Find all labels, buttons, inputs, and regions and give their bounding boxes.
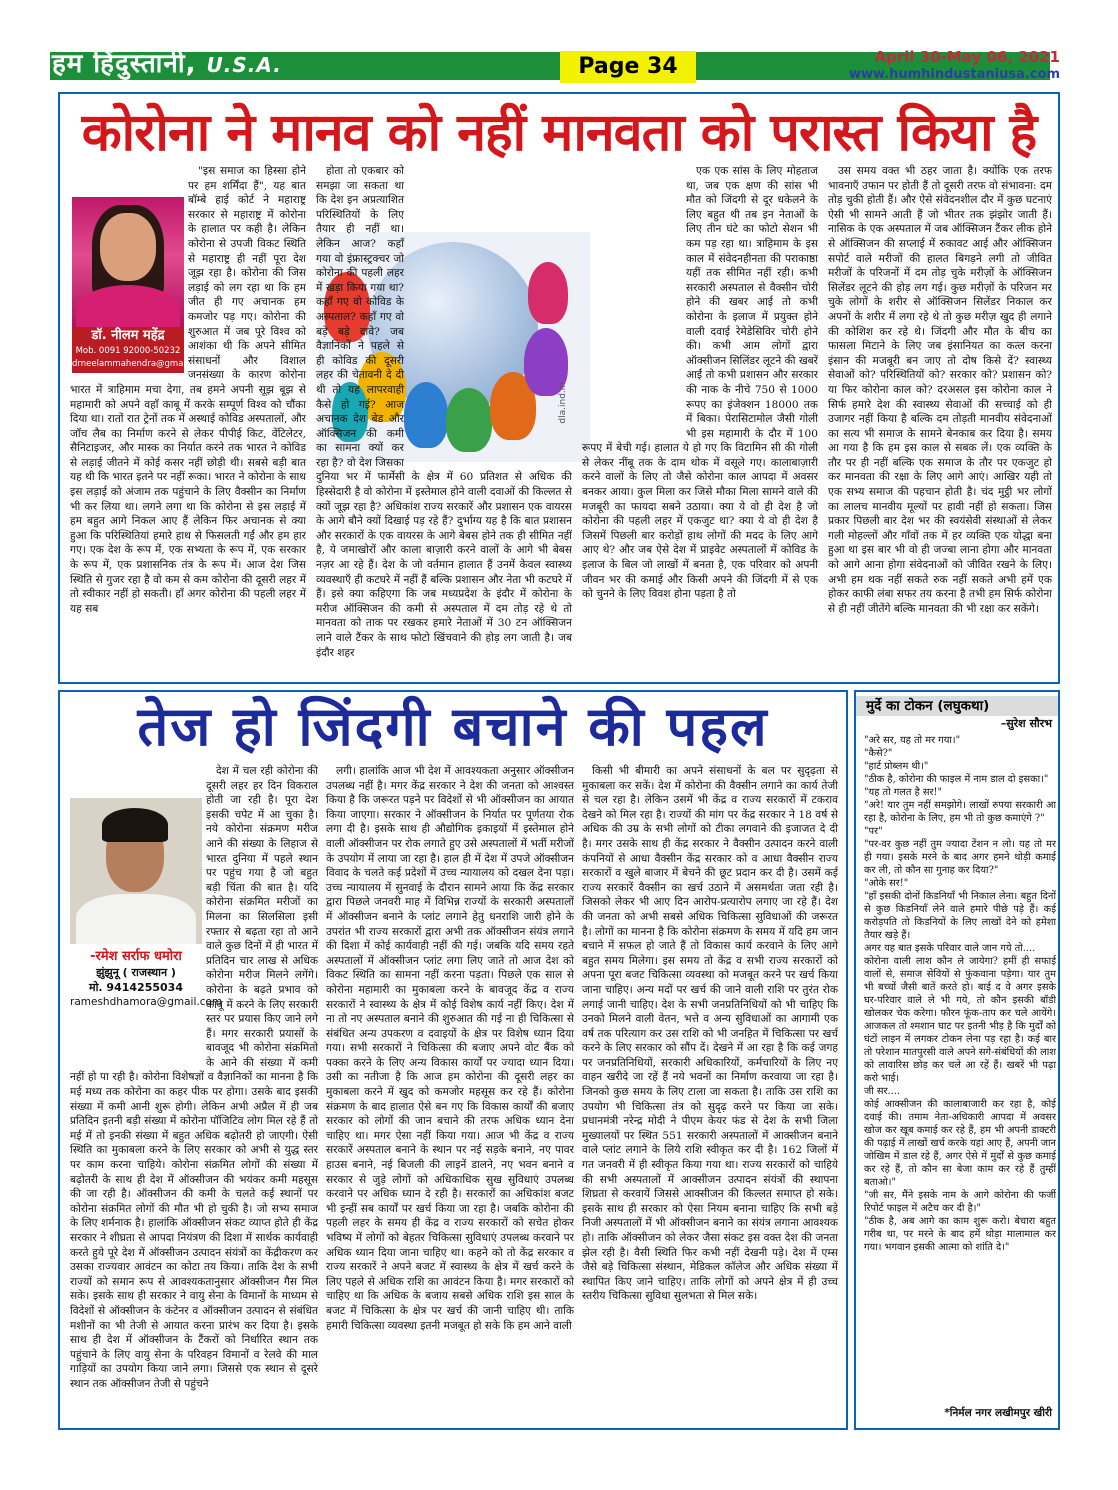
article-column-2 [316,164,572,676]
story-paragraph: "अरे! यार तुम नहीं समझोगे। लाखों रुपया सरकारी आ रहा है, कोरोना के लिए, हम भी तो कुछ कमाएंगे ?" [864,800,1056,824]
column-text: उस समय वक्त भी ठहर जाता है। क्योंकि एक तरफ भावनाएँ उफान पर होती हैं तो दूसरी तरफ वो संभावना: दम तोड़ चुकी होती हैं। और ऐसे संवेदनशील दौर में कुछ घटनाएं ऐसी भी सामने आती हैं जो भीतर तक झंझोर जाती हैं। नासिक के एक अस्पताल में जब ऑक्सिजन टैंकर लीक होने से ऑक्सिजन की सप्लाई में रुकावट आई और ऑक्सिजन सपोर्ट वाले मरीजों की हालत बिगड़ने लगी तो जीवित मरीजों के परिजनों में दम तोड़ चुके मरीज़ों के ऑक्सिजन सिलेंडर लूटने की होड़ लग गई। कुछ मरीज़ों के परिजन मर चुके लोगों के शरीर से ऑक्सिजन सिलेंडर निकाल कर अपनों के शरीर में लगा रहे थे तो कुछ मरीज़ खुद ही लगाने की कोशिश कर रहे थे। जिंदगी और मौत के बीच का फासला मिटाने के लिए जब इंसानियत का कत्ल करना इंसान की मजबूरी बन जाए तो दोष किसे दें? स्वास्थ्य सेवाओं को? परिस्थितियों को? सरकार को? प्रशासन को? या फिर कोरोना काल को? दरअसल इस कोरोना काल ने सिर्फ हमारे देश की स्वास्थ्य सेवाओं की सच्चाई को ही उजागर नहीं किया है बल्कि दम तोड़ती मानवीय संवेदनाओं का सत्य भी समाज के सामने बेनकाब कर दिया है। समय आ गया है कि हम इस काल से सबक लें। एक व्यक्ति के तौर पर ही नहीं बल्कि एक समाज के तौर पर एकजुट हो कर मानवता की रक्षा के लिए आगे आएं। आखिर यही तो एक सभ्य समाज की पहचान होती है। चंद मुट्ठी भर लोगों का लालच मानवीय मूल्यों पर हावी नहीं हो सकता। जिस प्रकार पिछली बार देश भर की स्वयंसेवी संस्थाओं से लेकर गली मोहल्लों और गाँवों तक में हर व्यक्ति एक योद्धा बना हुआ था इस बार भी वो ही जज्बा लाना होगा और मानवता को आगे आना होगा संवेदनाओं को जीवित रखने के लिए। अभी हम थक नहीं सकते रुक नहीं सकते अभी हमें एक होकर काफी लंबा सफर तय करना है तभी हम सिर्फ कोरोना से ही नहीं जीतेंगे बल्कि मानवता की भी रक्षा कर सकेंगे। [828,165,1052,615]
page-number-badge: Page 34 [560,51,696,83]
page-header [0,0,1118,88]
article-save-lives [58,690,848,1430]
paper-name: हम हिंदुस्तानी, [52,49,197,79]
story-paragraph: कोई आक्सीजन की कालाबाजारी कर रहा है, कोई दवाई की। तमाम नेता-अधिकारी आपदा में अवसर खोज कर खूब कमाई कर रहे हैं, हम भी अपनी डाक्टरी की पढ़ाई में लाखों खर्च करके यहां आए हैं, अपनी जान जोखिम में डाल रहे हैं, अगर ऐसे में मुर्दों से कुछ कमाई कर रहे हैं, तो कौन सा बेजा काम कर रहे हैं तुम्हीं बताओ।" [864,1099,1056,1188]
article-column-1 [70,764,318,1420]
story-paragraph: "हार्ट प्रोब्लम थी।" [864,761,929,772]
short-story-box [854,690,1060,1430]
article-headline: कोरोना ने मानव को नहीं मानवता को परास्त किया है [81,103,1037,163]
story-paragraph: जी सर.... [864,1086,901,1097]
story-paragraph: "हाँ इसकी दोनों किडनियाँ भी निकाल लेना। बहुत दिनों से कुछ किडनियाँ लेने वाले हमारे पीछे पड़े हैं। कई करोड़पति तो किडनियों के लिए लाखों देने को हमेशा तैयार खड़े हैं। [864,891,1056,941]
column-text: किसी भी बीमारी का अपने संसाधनों के बल पर सुदृढ़ता से मुकाबला कर सकें। देश में कोरोना की वैक्सीन लगाने का कार्य तेजी से चल रहा है। लेकिन उसमें भी केंद्र व राज्य सरकारों में टकराव देखने को मिल रहा है। राज्यों की मांग पर केंद्र सरकार ने 18 वर्ष से अधिक की उम्र के सभी लोगों को टीका लगवाने की इजाजत दे दी है। मगर उसके साथ ही केंद्र सरकार ने वैक्सीन उत्पादन करने वाली कंपनियों से आधा वैक्सीन केंद्र सरकार को व आधा वैक्सीन राज्य सरकारों व खुले बाजार में बेचने की छूट प्रदान कर दी है। उसमें कई राज्य सरकारें वैक्सीन का खर्च उठाने में असमर्थता जता रही है। जिसको लेकर भी आए दिन आरोप-प्रत्यारोप लगाए जा रहे हैं। देश की जनता को अभी सबसे अधिक चिकित्सा सुविधाओं की जरूरत है। लोगों का मानना है कि कोरोना संक्रमण के समय में यदि हम जान बचाने में सफल हो जाते हैं तो विकास कार्य करवाने के लिए आगे बहुत समय मिलेगा। इस समय तो केंद्र व सभी राज्य सरकारों को अपना पूरा बजट चिकित्सा व्यवस्था को मजबूत करने पर खर्च किया जाना चाहिए। अन्य मदों पर खर्च की जाने वाली राशि पर तुरंत रोक लगाई जानी चाहिए। देश के सभी जनप्रतिनिधियों को भी चाहिए कि उनको मिलने वाली वेतन, भत्ते व अन्य सुविधाओं का आगामी एक वर्ष तक परित्याग कर उस राशि को भी जनहित में चिकित्सा पर खर्च करने के लिए सरकार को सौंप दें। देखने में आ रहा है कि कई जगह पर जनप्रतिनिधियों, सरकारी अधिकारियों, कर्मचारियों के लिए नए वाहन खरीदे जा रहें हैं नये भवनों का निर्माण करवाया जा रहा है। जिनको कुछ समय के लिए टाला जा सकता है। ताकि उस राशि का उपयोग भी चिकित्सा तंत्र को सुदृढ़ करने पर किया जा सके। प्रधानमंत्री नरेन्द्र मोदी ने पीएम केयर फंड से देश के सभी जिला मुख्यालयों पर स्थित 551 सरकारी अस्पतालों में आक्सीजन बनाने वाले प्लांट लगाने के लिये राशि स्वीकृत कर दी है। 162 जिलों में गत जनवरी में ही स्वीकृत किया गया था। राज्य सरकारों को चाहिये की सभी अस्पतालों में आक्सीजन उत्पादन संयंत्रों की स्थापना शिघ्रता से करवायें जिससे आक्सीजन की किल्लत समाप्त हो सके। इसके साथ ही सरकार को ऐसा नियम बनाना चाहिए कि सभी बड़े निजी अस्पतालों में भी ऑक्सीजन बनाने का संयंत्र लगाना आवश्यक हो। ताकि ऑक्सीजन को लेकर जैसा संकट इस वक्त देश की जनता झेल रही है। वैसी स्थिति फिर कभी नहीं देखनी पड़े। देश में एम्स जैसे बड़े चिकित्सा संस्थान, मेडिकल कॉलेज और अधिक संख्या में स्थापित किए जाने चाहिए। ताकि लोगों को अपने क्षेत्र में ही उच्च स्तरीय चिकित्सा सुविधा सुलभता से मिल सके। [582,765,838,1303]
story-paragraph: "कैसे?" [864,748,893,759]
article-column-3 [582,764,838,1420]
story-paragraph: "ठीक है, कोरोना की फाइल में नाम डाल दो इसका।" [864,774,1049,785]
article-column-4 [828,164,1052,676]
author-email: rameshdhamora@gmail.com [70,996,223,1008]
masthead [52,47,282,82]
article-headline: तेज हो जिंदगी बचाने की पहल [137,695,769,758]
article-column-1 [70,164,306,676]
story-author: –सुरेश सौरभ [1000,717,1052,730]
story-paragraph: अगर यह बात इसके परिवार वाले जान गये तो.... [864,943,1036,954]
story-paragraph: "यह तो गलत है सर!" [864,787,942,798]
website-link[interactable]: www.humhindustaniusa.com [848,67,1060,82]
story-paragraph: कोरोना वाली लाश कौन ले जायेगा? हमीं ही सफाई वालों से, समाज सेवियों से फुंकवाना पड़ेगा। यार तुम भी बच्चों जैसी बातें करते हो। बाई द वे अगर इसके घर-परिवार वाले ले भी गये, तो कौन इसकी बॉडी खोलकर चेक करेगा। फौरन फूंक-ताप कर चले आयेंगे। आजकल तो श्मशान घाट पर इतनी भीड़ है कि मुर्दों को घंटों लाइन में लगकर टोकन लेना पड़ रहा है। कई बार तो परेशान मातपुरसी वाले अपने सगे-संबंधियों की लाश को लावारिस छोड़ कर चले आ रहें हैं। खबरें भी पढ़ा करो भाई। [864,956,1056,1084]
column-text: होता तो एकबार को समझा जा सकता था कि देश इन अप्रत्याशित परिस्थितियों के लिए तैयार ही नहीं था। लेकिन आज? कहाँ गया वो इंफ्रास्ट्रक्चर जो कोरोना की पहली लहर में खड़ा किया गया था? कहाँ गए वो कोविड के अस्पताल? कहाँ गए वो बड़े बड़े दावे? जब वैज्ञानिकों ने पहले से ही कोविड की दूसरी लहर की चेतावनी दे दी थी तो यह लापरवाही कैसे हो गई? आज अचानक देश बेड और ऑक्सिजन की कमी का सामना क्यों कर रहा है? वो देश जिसका दुनिया भर में फार्मेसी के क्षेत्र में 60 प्रतिशत से अधिक की हिस्सेदारी है वो कोरोना में इस्तेमाल होने वाली दवाओं की किल्लत से क्यों जूझ रहा है? अधिकांश राज्य सरकारें और प्रशासन एक वायरस के आगे बौने क्यों दिखाई पड़ रहे हैं? दुर्भाग्य यह है कि बात प्रशासन और सरकारों के एक वायरस के आगे बेबस होने तक ही सीमित नहीं है, ये जमाखोरों और काला बाज़ारी करने वालों के आगे भी बेबस नज़र आ रहे हैं। देश के जो वर्तमान हालात हैं उनमें केवल स्वास्थ्य व्यवस्थाएँ ही कटघरे में नहीं हैं बल्कि प्रशासन और नेता भी कटघरे में हैं। इसे क्या कहिएगा कि जब मध्यप्रदेश के इंदौर में कोरोना के मरीज ऑक्सिजन की कमी से अस्पताल में दम तोड़ रहे थे तो मानवता को ताक पर रखकर हमारे नेताओं में 30 टन ऑक्सिजन लाने वाले टैंकर के साथ फोटो खिंचवाने की होड़ लग जाती है। जब इंदौर शहर [316,165,572,659]
author-location: झुंझुनू ( राजस्थान ) [96,966,176,979]
story-paragraph: "पर-वर कुछ नहीं तुम ज्यादा टेंशन न लो। यह तो मर ही गया। इसके मरने के बाद अगर हमने थोड़ी कमाई कर ली, तो कौन सा गुनाह कर दिया?" [864,839,1056,876]
story-text [864,734,1056,1254]
story-paragraph: "ओके सर!" [864,878,909,889]
story-paragraph: "ठीक है, अब आगे का काम शुरू करो। बेचारा बहुत गरीब था, पर मरने के बाद हमें थोड़ा मालामाल कर गया। भगवान इसकी आत्मा को शांति दे।" [864,1216,1056,1253]
story-paragraph: "जी सर, मैंने इसके नाम के आगे कोरोना की फर्जी रिपोर्ट फाइल में अटैच कर दी है।" [864,1190,1056,1214]
story-paragraph: "अरे सर, यह तो मर गया।" [864,735,961,746]
image-credit: dla.ind.in [558,382,568,424]
issue-date: April 30-May 06, 2021 [874,48,1060,66]
article-corona-humanity [58,92,1060,684]
article-column-3 [582,164,818,676]
story-footer: *निर्मल नगर लखीमपुर खीरी [944,1407,1052,1419]
story-title: मुर्दे का टोकन (लघुकथा) [856,696,1058,716]
issue-info [849,49,1060,83]
column-text: देश में चल रही कोरोना की दूसरी लहर हर दिन विकराल होती जा रही है। पूरा देश इसकी चपेट में आ चुका है। नये कोरोना संक्रमण मरीज आने की संख्या के लिहाज से भारत दुनिया में पहले स्थान पर पहुंच गया है जो बहुत बड़ी चिंता की बात है। यदि कोरोना संक्रमित मरीजों का मिलना का सिलसिला इसी रफ्तार से बढ़ता रहा तो आने वाले कुछ दिनों में ही भारत में प्रतिदिन चार लाख से अधिक कोरोना मरीज मिलने लगेंगे। कोरोना के बढ़ते प्रभाव को काबू में करने के लिए सरकारी स्तर पर प्रयास किए जाने लगे हैं। मगर सरकारी प्रयासों के बावजूद भी कोरोना संक्रमितो के आने की संख्या में कमी नहीं हो पा रही है। कोरोना विशेषज्ञों व वैज्ञानिकों का मानना है कि मई मध्य तक कोरोना का कहर पीक पर होगा। उसके बाद इसकी संख्या में कमी आनी शुरू होगी। लेकिन अभी अप्रैल में ही जब प्रतिदिन इतनी बड़ी संख्या में कोरोना पॉजिटिव लोग मिल रहे हैं तो मई में तो इनकी संख्या में बहुत अधिक बढ़ोतरी हो जाएगी। ऐसी स्थिति का मुकाबला करने के लिए सरकार को अभी से युद्ध स्तर पर काम करना चाहिये। कोरोना संक्रमित लोगों की संख्या में बढ़ोतरी के साथ ही देश में ऑक्सीजन की भयंकर कमी महसूस की जा रही है। ऑक्सीजन की कमी के चलते कई स्थानों पर कोरोना संक्रमित लोगों की मौत भी हो चुकी है। जो सभ्य समाज के लिए शर्मनाक है। हालांकि ऑक्सीजन संकट व्याप्त होते ही केंद्र सरकार ने शीघ्रता से आपदा नियंत्रण की दिशा में सार्थक कार्यवाही करते हुये पूरे देश में ऑक्सीजन उत्पादन संयंत्रों का केंद्रीकरण कर उसका राज्यवार आवंटन का कोटा तय किया। ताकि देश के सभी राज्यों को समान रूप से आवश्यकतानुसार ऑक्सीजन गैस मिल सके। इसके साथ ही सरकार ने वायु सेना के विमानों के माध्यम से विदेशों से ऑक्सीजन के कंटेनर व ऑक्सीजन उत्पादन से संबंधित मशीनों का भी तेजी से आयात करना प्रारंभ कर दिया है। इसके साथ ही देश में ऑक्सीजन के टैंकरों को निर्धारित स्थान तक पहुंचाने के लिए वायु सेना के परिवहन विमानों व रेलवे की माल गाड़ियों का उपयोग किया जाने लगा। जिससे एक स्थान से दूसरे स्थान तक ऑक्सीजन तेजी से पहुंचने [70,765,318,1390]
story-paragraph: "पर" [864,826,883,837]
author-mobile: Mob. 0091 92000-50232 [75,346,181,356]
author-email: drneelammahendra@gmail.com [72,359,209,369]
column-text: लगी। हालांकि आज भी देश में आवश्यकता अनुसार ऑक्सीजन उपलब्ध नहीं है। मगर केंद्र सरकार ने देश की जनता को आश्वस्त किया है कि जरूरत पड़ने पर विदेशों से भी ऑक्सीजन का आयात किया जाएगा। सरकार ने ऑक्सीजन के निर्यात पर पूर्णतया रोक लगा दी है। इसके साथ ही औद्योगिक इकाइयों में इस्तेमाल होने वाली ऑक्सीजन पर रोक लगाते हुए उसे अस्पतालों में भर्ती मरीजों के उपयोग में लाया जा रहा है। हाल ही में देश में उपजे ऑक्सीजन विवाद के चलते कई प्रदेशों में उच्च न्यायालय को दखल देना पड़ा। उच्च न्यायालय में सुनवाई के दौरान सामने आया कि केंद्र सरकार द्वारा पिछले जनवरी माह में विभिन्न राज्यों के सरकारी अस्पतालों में ऑक्सीजन बनाने के प्लांट लगाने हेतु धनराशि जारी होने के उपरांत भी राज्य सरकारों द्वारा अभी तक ऑक्सीजन संयंत्र लगाने की दिशा में कोई कार्यवाही नहीं की गई। जबकि यदि समय रहते अस्पतालों में ऑक्सीजन प्लांट लगा लिए जाते तो आज देश को विकट स्थिति का सामना नहीं करना पड़ता। पिछले एक साल से कोरोना महामारी का मुकाबला करने के बावजूद केंद्र व राज्य सरकारों ने स्वास्थ्य के क्षेत्र में कोई विशेष कार्य नहीं किए। देश में ना तो नए अस्पताल बनाने की शुरुआत की गई ना ही चिकित्सा से संबंधित अन्य उपकरण व दवाइयों के क्षेत्र पर विशेष ध्यान दिया गया। सभी सरकारों ने चिकित्सा की बजाए अपने वोट बैंक को पक्का करने के लिए अन्य विकास कार्यों पर ज्यादा ध्यान दिया। उसी का नतीजा है कि आज हम कोरोना की दूसरी लहर का मुकाबला करने में खुद को कमजोर महसूस कर रहे हैं। कोरोना संक्रमण के बाद हालात ऐसे बन गए कि विकास कार्यों की बजाए सरकार को लोगों की जान बचाने की तरफ अधिक ध्यान देना चाहिए था। मगर ऐसा नहीं किया गया। आज भी केंद्र व राज्य सरकारें अस्पताल बनाने के स्थान पर नई सड़के बनाने, नए पावर हाउस बनाने, नई बिजली की लाइनें डालने, नए भवन बनाने व सरकार से जुड़े लोगों को अधिकाधिक सुख सुविधाएं उपलब्ध करवाने पर अधिक ध्यान दे रही है। सरकारों का अधिकांश बजट भी इन्हीं सब कार्यों पर खर्च किया जा रहा है। जबकि कोरोना की पहली लहर के समय ही केंद्र व राज्य सरकारों को सचेत होकर भविष्य में लोगों को बेहतर चिकित्सा सुविधाएं उपलब्ध करवाने पर अधिक ध्यान दिया जाना चाहिए था। कहने को तो केंद्र सरकार व राज्य सरकारें ने अपने बजट में स्वास्थ्य के क्षेत्र में खर्च करने के लिए पहले से अधिक राशि का आवंटन किया है। मगर सरकारों को चाहिए था कि अधिक के बजाय सबसे अधिक राशि इस साल के बजट में चिकित्सा के क्षेत्र पर खर्च की जानी चाहिए थी। ताकि हमारी चिकित्सा व्यवस्था इतनी मजबूत हो सके कि हम आने वाली [326,765,574,1332]
author-mobile: मो. 9414255034 [89,981,183,994]
column-text: एक एक सांस के लिए मोहताज था, जब एक क्षण की सांस भी मौत को जिंदगी से दूर धकेलने के लिए बहुत थी तब इन नेताओं के लिए तीन घंटे का फोटो सेशन भी कम पड़ रहा था। त्राहिमाम के इस काल में संवेदनहीनता की पराकाष्ठा यहीं तक सीमित नहीं रही। कभी सरकारी अस्पताल से वैक्सीन चोरी होने की खबर आई तो कभी कोरोना के इलाज में प्रयुक्त होने वाली दवाई रेमेडेसिविर चोरी होने की। कभी आम लोगों द्वारा ऑक्सीजन सिलिंडर लूटने की खबरें आईं तो कभी प्रशासन और सरकार की नाक के नीचे 750 से 1000 रूपए का इंजेक्शन 18000 तक में बिका। पेरासिटामोल जैसी गोली भी इस महामारी के दौर में 100 रूपए में बेची गई। हालात ये हो गए कि विटामिन सी की गोली से लेकर नींबू तक के दाम थोक में वसूले गए। कालाबाज़ारी करने वालों के लिए तो जैसे कोरोना काल आपदा में अवसर बनकर आया। कुल मिला कर जिसे मौका मिला सामने वाले की मजबूरी का फायदा सबने उठाया। क्या ये वो ही देश है जो कोरोना की पहली लहर में एकजुट था? क्या ये वो ही देश है जिसमें पिछली बार करोड़ों हाथ लोगों की मदद के लिए आगे आए थे? और जब ऐसे देश में प्राइवेट अस्पतालों में कोविड के इलाज के बिल जो लाखों में बनता है, एक परिवार को अपनी जीवन भर की कमाई और किसी अपने की जिंदगी में से एक को चुनने के लिए विवश होना पड़ता है तो [582,165,818,601]
paper-suffix: U.S.A. [206,53,282,77]
article-column-2 [326,764,574,1420]
column-text: "इस समाज का हिस्सा होने पर हम शर्मिंदा हैं", यह बात बॉम्बे हाई कोर्ट ने महाराष्ट्र सरकार से महाराष्ट्र में कोरोना के हालात पर कही है। लेकिन कोरोना से उपजी विकट स्थिति से महाराष्ट्र ही नहीं पूरा देश जूझ रहा है। कोरोना की जिस लड़ाई को लग रहा था कि हम जीत ही गए अचानक हम कमजोर पड़ गए। कोरोना की शुरुआत में जब पूरे विश्व को आशंका थी कि अपने सीमित संसाधनों और विशाल जनसंख्या के कारण कोरोना भारत में त्राहिमाम मचा देगा, तब हमने अपनी सूझ बूझ से महामारी को अपने वहाँ काबू में करके सम्पूर्ण विश्व को चौंका दिया था। रातों रात ट्रेनों तक में अस्थाई कोविड अस्पतालों, और जाँच लैब का निर्माण करने से लेकर पीपीई किट, वेंटिलेटर, सैनिटाइजर, और मास्क का निर्यात करने तक भारत ने कोविड से लड़ाई जीतने में कोई कसर नहीं छोड़ी थी। सबसे बड़ी बात यह थी कि भारत इतने पर नहीं रूका। भारत ने कोरोना के साथ इस लड़ाई को अंजाम तक पहुंचाने के लिए वैक्सीन का निर्माण भी कर लिया था। लगने लगा था कि कोरोना से इस लड़ाई में हम बहुत आगे निकल आए हैं लेकिन फिर अचानक से क्या हुआ कि परिस्थितियां हमारे हाथ से फिसलती गईं और हम हार गए। एक देश के रूप में, एक सभ्यता के रूप में, एक सरकार के रूप में, एक प्रशासनिक तंत्र के रूप में। आज देश जिस स्थिति से गुजर रहा है वो कम से कम कोरोना की दूसरी लहर में तो स्वीकार नहीं हो सकती। हाँ अगर कोरोना की पहली लहर में यह सब [70,165,306,615]
author-name: -रमेश सर्राफ धमोरा [90,949,182,964]
author-name: डॉ. नीलम महेंद्र [91,328,165,343]
